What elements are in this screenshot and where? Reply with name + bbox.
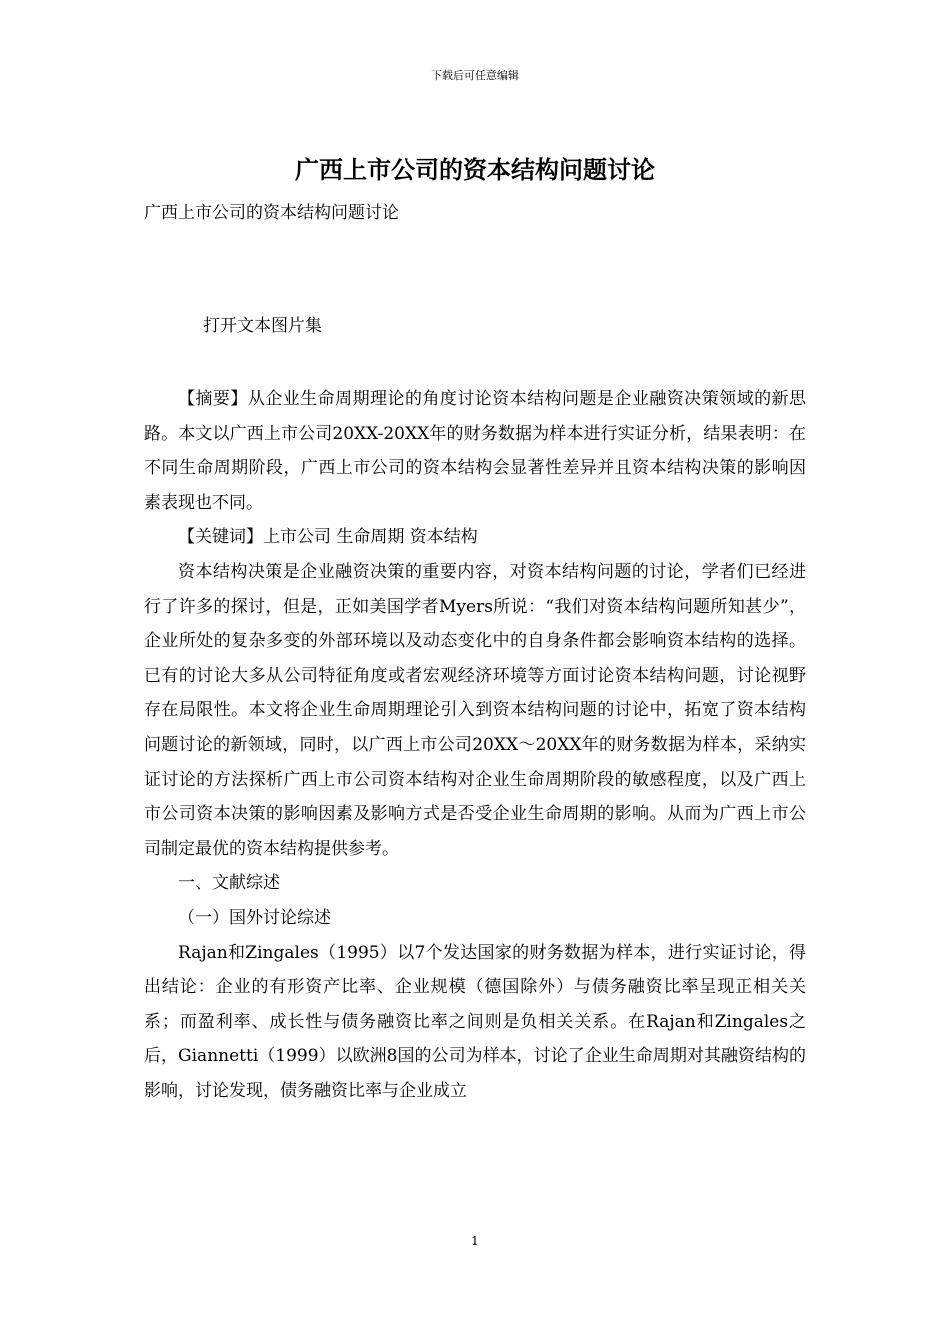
review-paragraph: Rajan和Zingales（1995）以7个发达国家的财务数据为样本，进行实证讨论，得出结论：企业的有形资产比率、企业规模（德国除外）与债务融资比率呈现正相关关系；而盈利率、成长性与债务融资比率之间则是负相关关系。在Rajan和Zingales之后，Giannetti（1999）以欧洲8国的公司为样本，讨论了企业生命周期对其融资结构的影响，讨论发现，债务融资比率与企业成立 [144, 942, 806, 1101]
introduction-paragraph: 资本结构决策是企业融资决策的重要内容，对资本结构问题的讨论，学者们已经进行了许多的探讨，但是，正如美国学者Myers所说：“我们对资本结构问题所知甚少”，企业所处的复杂多变的外部环境以及动态变化中的自身条件都会影响资本结构的选择。已有的讨论大多从公司特征角度或者宏观经济环境等方面讨论资本结构问题，讨论视野存在局限性。本文将企业生命周期理论引入到资本结构问题的讨论中，拓宽了资本结构问题讨论的新领域，同时，以广西上市公司20XX～20XX年的财务数据为样本，采纳实证讨论的方法探析广西上市公司资本结构对企业生命周期阶段的敏感程度，以及广西上市公司资本决策的影响因素及影响方式是否受企业生命周期的影响。从而为广西上市公司制定最优的资本结构提供参考。 [144, 561, 806, 859]
abstract-paragraph: 【摘要】从企业生命周期理论的角度讨论资本结构问题是企业融资决策领域的新思路。本文以广西上市公司20XX-20XX年的财务数据为样本进行实证分析，结果表明：在不同生命周期阶段，广西上市公司的资本结构会显著性差异并且资本结构决策的影响因素表现也不同。 [144, 389, 806, 513]
section-heading-literature-review: 一、文献综述 [178, 873, 280, 894]
header-note: 下载后可任意编辑 [431, 69, 519, 82]
document-body [144, 382, 806, 1108]
open-image-gallery-link[interactable]: 打开文本图片集 [203, 316, 322, 336]
subsection-heading-foreign-review: （一）国外讨论综述 [178, 907, 331, 928]
keywords-paragraph: 【关键词】上市公司 生命周期 资本结构 [178, 527, 478, 548]
document-title: 广西上市公司的资本结构问题讨论 [295, 155, 655, 184]
document-subtitle: 广西上市公司的资本结构问题讨论 [144, 203, 399, 223]
page-number: 1 [471, 1234, 479, 1248]
